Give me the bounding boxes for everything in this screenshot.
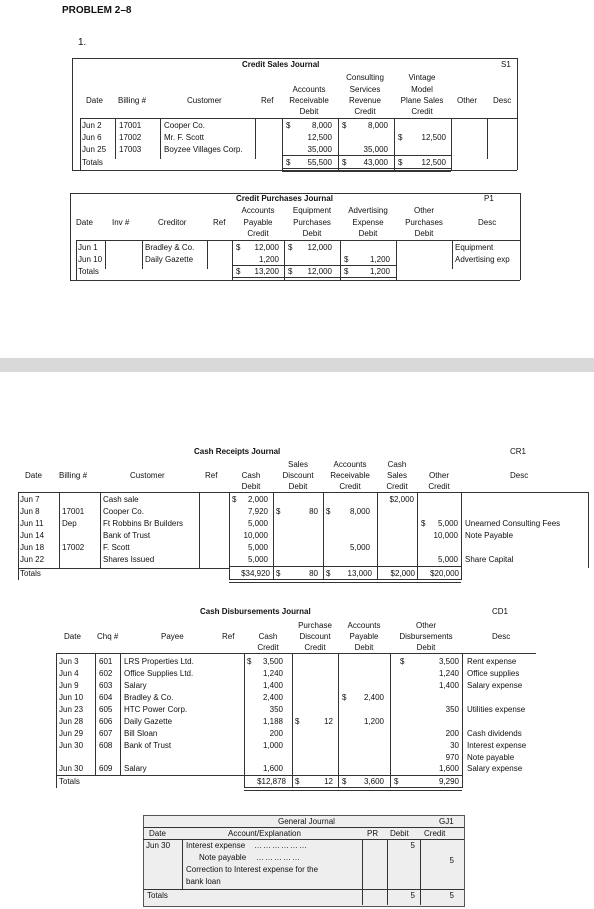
header-date: Date — [25, 471, 42, 480]
header-billing: Billing # — [118, 96, 147, 105]
table-cell: Jun 6 — [82, 133, 102, 142]
table-cell: Jun 18 — [20, 543, 45, 552]
receipts-journal-code: CR1 — [510, 447, 527, 456]
dollar-sign: $ — [400, 657, 405, 666]
table-cell: 12,500 — [421, 133, 446, 142]
header-desc: Desc — [492, 632, 511, 641]
dollar-sign: $ — [394, 777, 399, 786]
debit-account: Interest expense — [186, 841, 246, 850]
header-customer: Customer — [130, 471, 165, 480]
table-cell: $2,000 — [389, 495, 414, 504]
table-cell: HTC Power Corp. — [124, 705, 188, 714]
dollar-sign: $ — [326, 507, 331, 516]
table-cell: 605 — [99, 705, 113, 714]
totals-label: Totals — [78, 267, 99, 276]
table-cell: 604 — [99, 693, 113, 702]
header-cash-2: Credit — [257, 643, 279, 652]
dollar-sign: $ — [342, 777, 347, 786]
explanation-line-1: Correction to Interest expense for the — [186, 865, 319, 874]
header-sd-2: Discount — [282, 471, 314, 480]
table-cell: 10,000 — [433, 531, 458, 540]
table-cell: 10,000 — [243, 531, 268, 540]
dollar-sign: $ — [286, 121, 291, 130]
header-desc: Desc — [510, 471, 529, 480]
table-cell: Office supplies — [467, 669, 520, 678]
table-cell: Jun 9 — [59, 681, 79, 690]
table-cell: 1,600 — [262, 764, 283, 773]
header-vm-4: Credit — [411, 107, 433, 116]
header-billing: Billing # — [59, 471, 88, 480]
header-desc: Desc — [493, 96, 512, 105]
table-cell: 12 — [324, 717, 333, 726]
table-cell: Jun 1 — [78, 243, 98, 252]
total-pd: 12 — [324, 777, 333, 786]
total-cash: $12,878 — [257, 777, 286, 786]
table-cell: Jun 30 — [59, 764, 84, 773]
header-ae-1: Advertising — [348, 206, 388, 215]
header-cs-2: Services — [349, 85, 381, 94]
table-cell: 5,000 — [247, 519, 268, 528]
table-cell: 1,600 — [438, 764, 459, 773]
table-cell: 35,000 — [363, 145, 388, 154]
table-cell: 17002 — [62, 543, 85, 552]
entry-date: Jun 30 — [146, 841, 171, 850]
table-cell: 12,500 — [307, 133, 332, 142]
dollar-sign: $ — [342, 121, 347, 130]
explanation-line-2: bank loan — [186, 877, 221, 886]
header-ref: Ref — [205, 471, 218, 480]
header-creditor: Creditor — [158, 218, 187, 227]
table-cell: 200 — [269, 729, 283, 738]
table-cell: Cash sale — [103, 495, 139, 504]
table-cell: 1,200 — [363, 717, 384, 726]
header-cash-1: Cash — [241, 471, 261, 480]
table-cell: 1,240 — [262, 669, 283, 678]
table-cell: Jun 29 — [59, 729, 84, 738]
table-cell: Bill Sloan — [124, 729, 158, 738]
credit-account: Note payable — [199, 853, 247, 862]
header-ap-2: Payable — [349, 632, 379, 641]
dollar-sign: $ — [276, 569, 281, 578]
header-oc-2: Credit — [428, 482, 450, 491]
dollar-sign: $ — [421, 519, 426, 528]
header-other: Other — [457, 96, 478, 105]
dollar-sign: $ — [398, 133, 403, 142]
header-date: Date — [86, 96, 103, 105]
header-ep-2: Purchases — [293, 218, 331, 227]
table-cell: Jun 30 — [59, 741, 84, 750]
table-cell: 12,000 — [254, 243, 279, 252]
table-cell: Dep — [62, 519, 77, 528]
header-ref: Ref — [261, 96, 274, 105]
header-desc: Desc — [478, 218, 497, 227]
header-ae-3: Debit — [358, 229, 378, 238]
table-cell: Bradley & Co. — [145, 243, 195, 252]
header-ar-2: Receivable — [330, 471, 370, 480]
table-cell: Jun 10 — [78, 255, 103, 264]
table-cell: Share Capital — [465, 555, 514, 564]
table-cell: Office Supplies Ltd. — [124, 669, 194, 678]
entry-credit: 5 — [449, 856, 454, 865]
table-cell: Salary expense — [467, 681, 523, 690]
table-cell: 603 — [99, 681, 113, 690]
header-od-3: Debit — [416, 643, 436, 652]
problem-title: PROBLEM 2–8 — [62, 5, 132, 16]
dollar-sign: $ — [344, 267, 349, 276]
table-cell: Advertising exp — [455, 255, 510, 264]
header-ap-3: Credit — [247, 229, 269, 238]
header-sd-1: Sales — [287, 460, 308, 469]
table-cell: Mr. F. Scott — [164, 133, 205, 142]
table-cell: 1,200 — [369, 255, 390, 264]
table-cell: Interest expense — [467, 741, 527, 750]
dollar-sign: $ — [236, 267, 241, 276]
dollar-sign: $ — [236, 243, 241, 252]
header-pd-2: Discount — [299, 632, 331, 641]
table-cell: Jun 2 — [82, 121, 102, 130]
header-cs-3: Credit — [386, 482, 408, 491]
header-payee: Payee — [161, 632, 184, 641]
total-vm: 12,500 — [421, 158, 446, 167]
totals-label: Totals — [59, 777, 80, 786]
table-cell: F. Scott — [103, 543, 130, 552]
table-cell: Cash dividends — [467, 729, 522, 738]
header-oc-1: Other — [428, 471, 449, 480]
header-op-3: Debit — [414, 229, 434, 238]
header-customer: Customer — [187, 96, 222, 105]
total-ar: 55,500 — [307, 158, 332, 167]
table-cell: 5,000 — [247, 555, 268, 564]
header-sd-3: Debit — [288, 482, 308, 491]
table-cell: Equipment — [455, 243, 494, 252]
total-debit: 5 — [410, 891, 415, 900]
table-cell: 606 — [99, 717, 113, 726]
table-cell: Boyzee Villages Corp. — [164, 145, 243, 154]
table-cell: 1,188 — [262, 717, 283, 726]
disbursements-journal-title: Cash Disbursements Journal — [200, 607, 311, 616]
table-cell: 5,000 — [437, 555, 458, 564]
header-cs-2: Sales — [386, 471, 407, 480]
table-cell: 8,000 — [367, 121, 388, 130]
total-ep: 12,000 — [307, 267, 332, 276]
header-ep-1: Equipment — [292, 206, 332, 215]
table-cell: 3,500 — [262, 657, 283, 666]
table-cell: 17002 — [119, 133, 142, 142]
header-od-1: Other — [415, 621, 436, 630]
table-cell: LRS Properties Ltd. — [124, 657, 194, 666]
purchases-journal-code: P1 — [484, 194, 494, 203]
table-cell: Salary expense — [467, 764, 523, 773]
receipts-journal-title: Cash Receipts Journal — [194, 447, 281, 456]
table-cell: Note payable — [467, 753, 515, 762]
table-cell: 2,400 — [363, 693, 384, 702]
table-cell: Cooper Co. — [103, 507, 144, 516]
table-cell: Unearned Consulting Fees — [465, 519, 561, 528]
dollar-sign: $ — [342, 693, 347, 702]
dollar-sign: $ — [295, 777, 300, 786]
total-ae: 1,200 — [369, 267, 390, 276]
header-ref: Ref — [213, 218, 226, 227]
total-oc: $20,000 — [430, 569, 459, 578]
header-vm-1: Vintage — [408, 73, 436, 82]
header-ar-3: Debit — [299, 107, 319, 116]
table-cell: Rent expense — [467, 657, 517, 666]
total-ap: 3,600 — [363, 777, 384, 786]
page-separator — [0, 358, 594, 372]
header-date: Date — [149, 829, 166, 838]
sales-journal-title: Credit Sales Journal — [242, 60, 320, 69]
total-od: 9,290 — [438, 777, 459, 786]
total-ap: 13,200 — [254, 267, 279, 276]
dollar-sign: $ — [344, 255, 349, 264]
header-ap-2: Payable — [243, 218, 273, 227]
leader-dots: …………… — [256, 853, 301, 862]
table-cell: Jun 8 — [20, 507, 40, 516]
header-ar-1: Accounts — [333, 460, 367, 469]
header-cash-2: Debit — [241, 482, 261, 491]
table-cell: Bank of Trust — [124, 741, 172, 750]
table-cell: Bank of Trust — [103, 531, 151, 540]
table-cell: 350 — [269, 705, 283, 714]
table-cell: Jun 14 — [20, 531, 45, 540]
table-cell: 1,000 — [262, 741, 283, 750]
dollar-sign: $ — [398, 158, 403, 167]
header-pr: PR — [367, 829, 379, 838]
header-ar-1: Accounts — [292, 85, 326, 94]
header-ap-1: Accounts — [241, 206, 275, 215]
table-cell: Jun 25 — [82, 145, 107, 154]
table-cell: 2,400 — [262, 693, 283, 702]
dollar-sign: $ — [295, 717, 300, 726]
header-date: Date — [64, 632, 81, 641]
header-vm-3: Plane Sales — [400, 96, 444, 105]
sales-journal-code: S1 — [501, 60, 511, 69]
table-cell: Jun 7 — [20, 495, 40, 504]
header-op-1: Other — [413, 206, 434, 215]
header-cash-1: Cash — [258, 632, 278, 641]
header-ap-1: Accounts — [347, 621, 381, 630]
table-cell: Jun 10 — [59, 693, 84, 702]
total-ar: 13,000 — [347, 569, 372, 578]
table-cell: 3,500 — [438, 657, 459, 666]
table-cell: 608 — [99, 741, 113, 750]
table-cell: 35,000 — [307, 145, 332, 154]
header-credit: Credit — [424, 829, 446, 838]
header-chq: Chq # — [97, 632, 119, 641]
table-cell: 17003 — [119, 145, 142, 154]
header-ref: Ref — [222, 632, 235, 641]
table-cell: Shares Issued — [103, 555, 155, 564]
table-cell: 5,000 — [247, 543, 268, 552]
table-cell: Jun 3 — [59, 657, 79, 666]
total-credit: 5 — [449, 891, 454, 900]
general-journal-title: General Journal — [278, 817, 335, 826]
table-cell: 970 — [445, 753, 459, 762]
totals-label: Totals — [82, 158, 103, 167]
table-cell: Jun 11 — [20, 519, 44, 528]
header-cs-1: Cash — [387, 460, 407, 469]
header-cs-1: Consulting — [346, 73, 384, 82]
dollar-sign: $ — [232, 495, 237, 504]
total-cash: $34,920 — [241, 569, 270, 578]
header-pd-3: Credit — [304, 643, 326, 652]
entry-debit: 5 — [410, 841, 415, 850]
table-cell: 2,000 — [247, 495, 268, 504]
total-sd: 80 — [309, 569, 318, 578]
table-cell: Cooper Co. — [164, 121, 205, 130]
table-cell: Bradley & Co. — [124, 693, 174, 702]
table-cell: 8,000 — [311, 121, 332, 130]
dollar-sign: $ — [342, 158, 347, 167]
table-cell: 1,200 — [258, 255, 279, 264]
header-inv: Inv # — [112, 218, 130, 227]
disbursements-journal-code: CD1 — [492, 607, 509, 616]
total-cs: 43,000 — [363, 158, 388, 167]
table-cell: Jun 4 — [59, 669, 79, 678]
table-cell: 602 — [99, 669, 113, 678]
dollar-sign: $ — [276, 507, 281, 516]
table-cell: 5,000 — [349, 543, 370, 552]
table-cell: 7,920 — [247, 507, 268, 516]
general-journal-code: GJ1 — [439, 817, 454, 826]
table-cell: Jun 28 — [59, 717, 84, 726]
part-number: 1. — [78, 37, 87, 48]
table-cell: Jun 22 — [20, 555, 45, 564]
total-cs: $2,000 — [390, 569, 415, 578]
table-cell: Daily Gazette — [145, 255, 194, 264]
header-vm-2: Model — [411, 85, 433, 94]
leader-dots: ……………… — [254, 841, 308, 850]
table-cell: 200 — [445, 729, 459, 738]
table-cell: Jun 23 — [59, 705, 84, 714]
table-cell: 1,400 — [438, 681, 459, 690]
dollar-sign: $ — [326, 569, 331, 578]
table-cell: 80 — [309, 507, 318, 516]
dollar-sign: $ — [288, 243, 293, 252]
header-debit: Debit — [390, 829, 409, 838]
totals-label: Totals — [20, 569, 41, 578]
header-date: Date — [76, 218, 93, 227]
table-cell: 609 — [99, 764, 113, 773]
purchases-journal-title: Credit Purchases Journal — [236, 194, 333, 203]
header-ae-2: Expense — [352, 218, 384, 227]
header-cs-3: Revenue — [348, 96, 382, 105]
table-cell: 1,240 — [438, 669, 459, 678]
header-ar-3: Credit — [339, 482, 361, 491]
table-cell: Daily Gazette — [124, 717, 173, 726]
table-cell: 1,400 — [262, 681, 283, 690]
table-cell: 350 — [445, 705, 459, 714]
header-od-2: Disbursements — [399, 632, 453, 641]
header-ar-2: Receivable — [289, 96, 329, 105]
table-cell: 12,000 — [307, 243, 332, 252]
header-ap-3: Debit — [354, 643, 374, 652]
header-cs-4: Credit — [354, 107, 376, 116]
header-ep-3: Debit — [302, 229, 322, 238]
table-cell: Salary — [124, 681, 147, 690]
table-cell: Ft Robbins Br Builders — [103, 519, 184, 528]
table-cell: 607 — [99, 729, 113, 738]
header-account: Account/Explanation — [228, 829, 301, 838]
table-cell: 5,000 — [437, 519, 458, 528]
table-cell: 8,000 — [349, 507, 370, 516]
totals-label: Totals — [147, 891, 168, 900]
dollar-sign: $ — [286, 158, 291, 167]
table-cell: 17001 — [119, 121, 142, 130]
table-cell: Utilities expense — [467, 705, 526, 714]
table-cell: Salary — [124, 764, 147, 773]
table-cell: 30 — [450, 741, 459, 750]
table-cell: 17001 — [62, 507, 85, 516]
header-op-2: Purchases — [405, 218, 443, 227]
table-cell: Note Payable — [465, 531, 514, 540]
dollar-sign: $ — [247, 657, 252, 666]
header-pd-1: Purchase — [298, 621, 332, 630]
table-cell: 601 — [99, 657, 113, 666]
dollar-sign: $ — [288, 267, 293, 276]
